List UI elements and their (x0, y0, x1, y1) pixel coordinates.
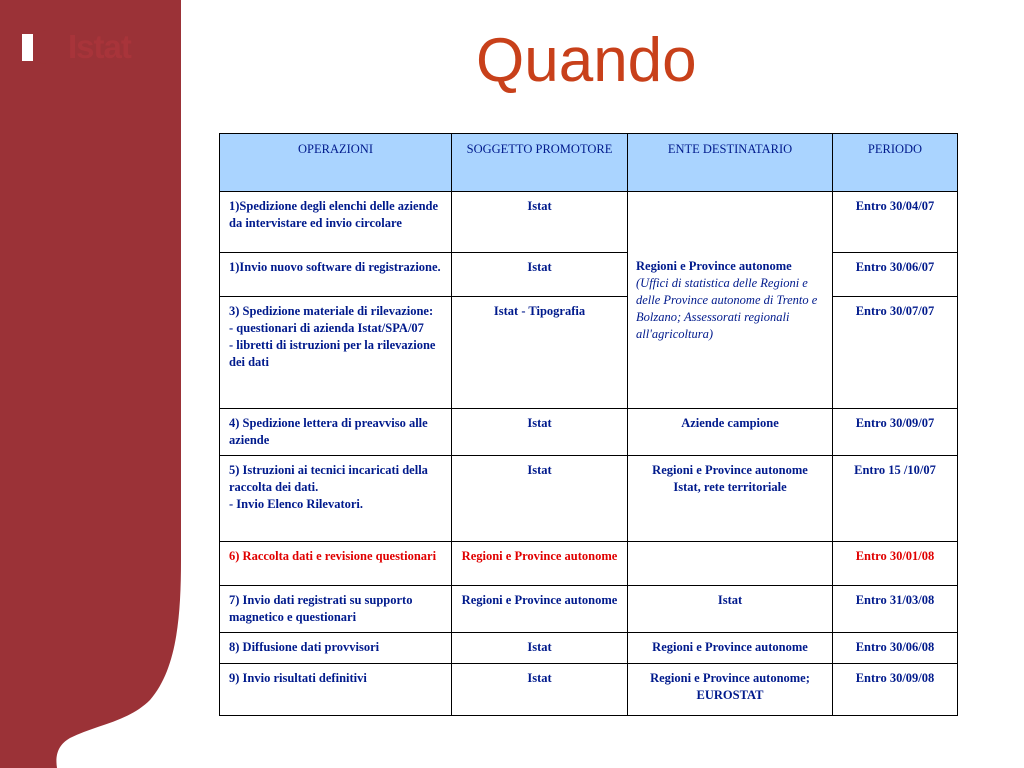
table-row (220, 456, 958, 542)
cell-ente (628, 542, 833, 586)
table-row (220, 542, 958, 586)
table-row (220, 192, 958, 253)
cell-operazione: 1)Invio nuovo software di registrazione. (220, 253, 452, 297)
cell-operazione: 6) Raccolta dati e revisione questionari (220, 542, 452, 586)
cell-periodo: Entro 30/06/08 (833, 633, 958, 664)
cell-soggetto: Istat (452, 192, 628, 253)
cell-soggetto: Istat (452, 664, 628, 716)
cell-soggetto: Istat - Tipografia (452, 297, 628, 409)
table-row (220, 409, 958, 456)
header-soggetto-promotore: SOGGETTO PROMOTORE (452, 134, 628, 192)
cell-ente: Aziende campione (628, 409, 833, 456)
table-row (220, 664, 958, 716)
istat-logo-mark-icon (20, 30, 64, 64)
cell-operazione: 4) Spedizione lettera di preavviso alle aziende (220, 409, 452, 456)
cell-ente: Regioni e Province autonome; EUROSTAT (628, 664, 833, 716)
operations-table (219, 133, 958, 716)
header-periodo: PERIODO (833, 134, 958, 192)
cell-periodo: Entro 30/09/07 (833, 409, 958, 456)
cell-operazione: 7) Invio dati registrati su supporto magnetico e questionari (220, 586, 452, 633)
header-operazioni: OPERAZIONI (220, 134, 452, 192)
cell-periodo: Entro 30/01/08 (833, 542, 958, 586)
ente-merged-main: Regioni e Province autonome (636, 258, 792, 273)
cell-periodo: Entro 30/06/07 (833, 253, 958, 297)
cell-operazione: 8) Diffusione dati provvisori (220, 633, 452, 664)
ente-merged-detail: (Uffici di statistica delle Regioni e delle Province autonome di Trento e Bolzano; Assessorati regionali all'agricoltura) (636, 275, 818, 341)
cell-soggetto: Regioni e Province autonome (452, 586, 628, 633)
cell-soggetto: Istat (452, 456, 628, 542)
cell-ente: Istat (628, 586, 833, 633)
istat-logo (20, 29, 131, 65)
header-ente-destinatario: ENTE DESTINATARIO (628, 134, 833, 192)
cell-periodo: Entro 15 /10/07 (833, 456, 958, 542)
table-row (220, 253, 958, 297)
cell-ente: Regioni e Province autonome (628, 633, 833, 664)
cell-soggetto: Istat (452, 409, 628, 456)
table-row (220, 586, 958, 633)
cell-ente-merged (628, 192, 833, 409)
table-row (220, 633, 958, 664)
page-title: Quando (476, 26, 697, 95)
cell-periodo: Entro 30/07/07 (833, 297, 958, 409)
cell-ente: Regioni e Province autonome Istat, rete territoriale (628, 456, 833, 542)
table-row (220, 297, 958, 409)
logo-text: Istat (68, 28, 131, 65)
cell-periodo: Entro 30/09/08 (833, 664, 958, 716)
cell-operazione: 3) Spedizione materiale di rilevazione: - questionari di azienda Istat/SPA/07 - libretti di istruzioni per la rilevazione dei dati (220, 297, 452, 409)
cell-operazione: 9) Invio risultati definitivi (220, 664, 452, 716)
left-decorative-band (0, 0, 230, 768)
cell-periodo: Entro 31/03/08 (833, 586, 958, 633)
cell-periodo: Entro 30/04/07 (833, 192, 958, 253)
cell-operazione: 5) Istruzioni ai tecnici incaricati della raccolta dei dati. - Invio Elenco Rilevatori. (220, 456, 452, 542)
cell-soggetto: Istat (452, 253, 628, 297)
cell-operazione: 1)Spedizione degli elenchi delle aziende da intervistare ed invio circolare (220, 192, 452, 253)
cell-soggetto: Istat (452, 633, 628, 664)
cell-soggetto: Regioni e Province autonome (452, 542, 628, 586)
